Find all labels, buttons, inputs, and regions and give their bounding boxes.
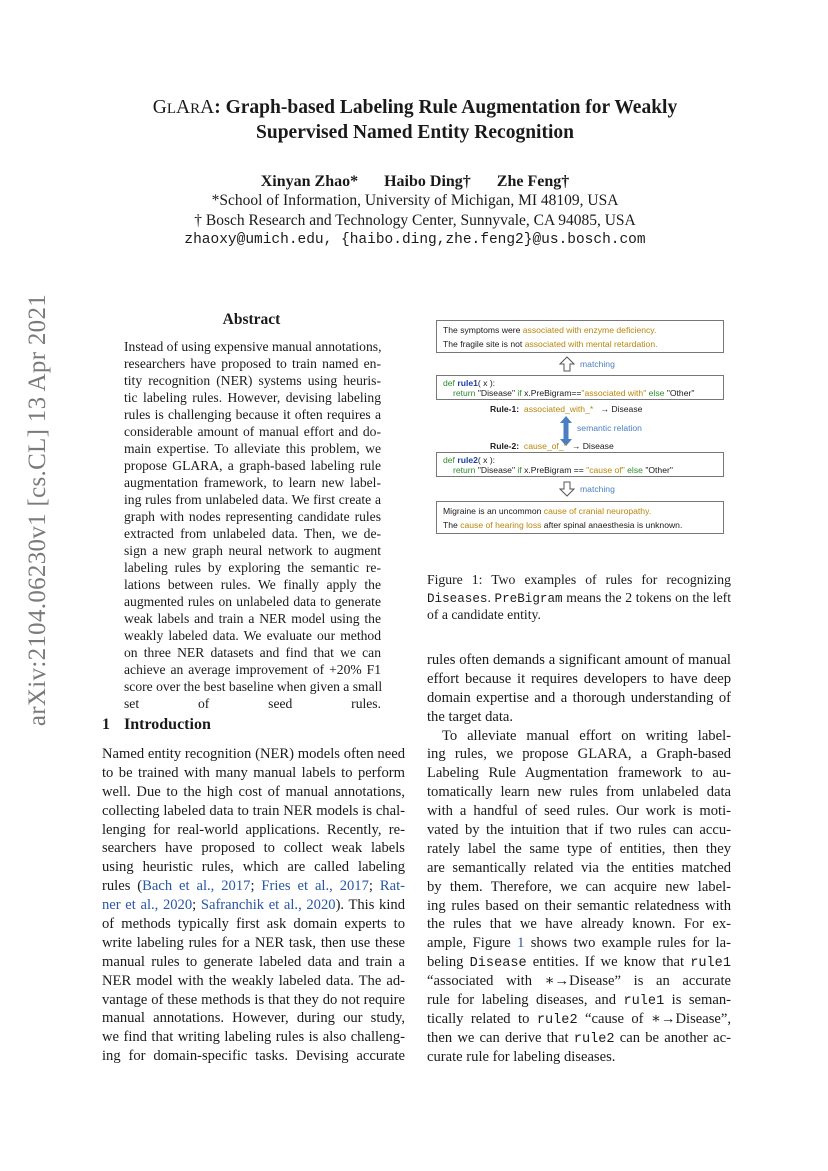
affiliation: † Bosch Research and Technology Center, Sunnyvale, CA 94085, USA [194,212,636,229]
figure-1 [432,315,730,540]
author-name: Zhe Feng† [496,173,570,190]
paragraph-line: then we can derive that rule2 can be another ac- [427,1029,732,1047]
abstract-heading: Abstract [222,311,281,328]
abstract-line: on three NER datasets and find that we can [124,645,381,660]
abstract-line: tity recognition (NER) systems using heuris- [124,373,381,388]
abstract-body [124,338,381,712]
author-emails: zhaoxy@umich.edu, {haibo.ding,zhe.feng2}@us.bosch.com [184,232,646,248]
abstract-line: labeling rules by exploring the semantic re- [124,560,381,575]
abstract-line: lations between rules. We finally apply the [124,577,381,592]
rule2-code-box: def rule2( x ): return "Disease" if x.PreBigram == "cause of" else "Other" [436,452,724,477]
paragraph-line: ing rules based on their semantic relatedness with [427,897,731,914]
paragraph-line: curate rule for labeling diseases. [427,1048,616,1065]
abstract-line: set of seed rules. [124,696,381,711]
up-arrow-icon [559,356,575,372]
paragraph-line: we find that writing labeling rules is also challeng- [102,1029,405,1046]
abstract-line: considerable amount of manual effort and do- [124,424,381,439]
paper-title [100,96,730,144]
paragraph-line: vantage of these methods is that they do not require [102,991,405,1008]
abstract-line: tic labeling rules. However, devising labeling [124,390,381,405]
paragraph-line: rules often demands a significant amount of manual [427,652,731,668]
caption-line: Figure 1: Two examples of rules for recognizing [427,572,731,587]
abstract-line: researchers have proposed to train named en- [124,356,381,371]
paragraph-line: “associated with ∗→Disease” is an accurate [427,973,731,990]
rule1-pattern: Rule-1: associated_with_* → Disease [490,404,643,414]
paragraph-line: the rules that we have already known. For ex- [427,916,731,933]
abstract-line: score over the best baseline when given a small [124,679,383,694]
paragraph-line: ing rules, we propose GLARA, a Graph-based [427,746,731,763]
abstract-line: ing rules from unlabeled data. We first create a [124,492,381,507]
section-number: 1 [102,716,110,733]
author-name: Haibo Ding† [384,173,471,190]
abstract-line: graph with nodes representing candidate rules [124,509,381,524]
paragraph-line: effort because it requires developers to have deep [427,670,731,687]
paragraph-line: To alleviate manual effort on writing label- [442,727,731,744]
title-acronym: GLARA [152,97,215,118]
paragraph-line: searchers have proposed to collect weak labels [102,840,405,857]
section-heading [102,716,211,734]
paragraph-line: tically related to rule2 “cause of ∗→Disease”, [427,1010,731,1028]
arxiv-sidebar [16,160,60,860]
paragraph-line: rules (Bach et al., 2017; Fries et al., 2017; Rat- [102,878,405,895]
paragraph-line: the target data. [427,708,514,725]
paragraph-line: ing for domain-specific tasks. Devising accurate [102,1048,405,1065]
abstract-line: augmentation framework, to learn new label- [124,475,381,490]
paragraph-line: with a handful of seed rules. Our work is moti- [427,803,731,820]
author-name: Xinyan Zhao* [260,173,359,190]
semantic-relation-label: semantic relation [577,423,642,433]
paragraph-line: tomatically learn new rules from unlabeled data [427,784,731,801]
author-list [100,173,730,191]
matching-label: matching [580,359,615,369]
down-arrow-icon [559,481,575,497]
title-line1: : Graph-based Labeling Rule Augmentation for Weakly [214,97,678,118]
abstract-line: extracted from unlabeled data. Then, we de- [124,526,381,541]
example-sentences-top: The symptoms were associated with enzyme deficiency. The fragile site is not associated with mental retardation. [436,320,724,353]
paragraph-line: domain expertise and a thorough understanding of [427,689,731,706]
paragraph-line: rule for labeling diseases, and rule1 is seman- [427,992,731,1010]
paragraph-line: beling Disease entities. If we know that rule1 [427,954,731,972]
figure-caption [427,571,731,624]
abstract-line: achieve an average improvement of +20% F1 [124,662,381,677]
abstract-line: main expertise. To alleviate this problem, we [124,441,381,456]
intro-right-column [427,651,731,1067]
abstract-line: rules is challenging because it often requires a [124,407,381,422]
rule1-code-box: def rule1( x ): return "Disease" if x.PreBigram=="associated with" else "Other" [436,375,724,400]
paragraph-line: NER model with the weakly labeled data. The ad- [102,972,405,989]
abstract-line: propose GLARA, a graph-based labeling rule [124,458,381,473]
affiliation: *School of Information, University of Michigan, MI 48109, USA [211,192,619,209]
paragraph-line: collecting labeled data to train NER models is chal- [102,802,405,819]
paragraph-line: of methods typically first ask domain experts to [102,916,405,933]
section-title: Introduction [124,716,211,733]
example-sentences-bottom: Migraine is an uncommon cause of cranial neuropathy. The cause of hearing loss after spinal anaesthesia is unknown. [436,501,724,534]
intro-left-column [102,745,405,1066]
abstract-line: weak labels and train a NER model using the [124,611,381,626]
paragraph-line: ner et al., 2020; Safranchik et al., 2020). This kind [102,897,405,914]
paragraph-line: by them. Therefore, we can acquire new label- [427,878,731,895]
abstract-line: Instead of using expensive manual annotations, [124,339,382,354]
paragraph-line: to be trained with many manual labels to perform [102,764,405,781]
caption-line: Diseases. PreBigram means the 2 tokens on the left [427,589,732,606]
paragraph-line: rately label the same type of entities, then they [427,840,731,857]
rule2-pattern: Rule-2: cause_of_* → Disease [490,441,614,451]
title-line2: Supervised Named Entity Recognition [256,122,574,143]
abstract-line: augmented rules on unlabeled data to generate [124,594,381,609]
paragraph-line: write labeling rules for a NER task, then use these [102,934,405,951]
caption-line: of a candidate entity. [427,607,541,622]
paragraph-line: manual annotations. However, during our study, [102,1010,405,1027]
paragraph-line: Labeling Rule Augmentation framework to au- [427,765,731,782]
paragraph-line: manual rules to generate labeled data and train a [102,953,405,970]
paragraph-line: Named entity recognition (NER) models often need [102,746,405,762]
paragraph-line: ample, Figure 1 shows two example rules for la- [427,935,731,952]
arxiv-id: arXiv:2104.06230v1 [cs.CL] 13 Apr 2021 [24,293,51,727]
paragraph-line: using heuristic rules, which are called labeling [102,859,405,876]
matching-label: matching [580,484,615,494]
abstract-line: weakly labeled data. We evaluate our method [124,628,381,643]
paragraph-line: vated by the intuition that if two rules can accu- [427,822,731,839]
abstract-line: sign a new graph neural network to augment [124,543,381,558]
paragraph-line: well. Due to the high cost of manual annotations, [102,783,405,800]
paragraph-line: are semantically related via the entities matched [427,859,731,876]
paragraph-line: lenging for real-world applications. Recently, re- [102,821,405,838]
